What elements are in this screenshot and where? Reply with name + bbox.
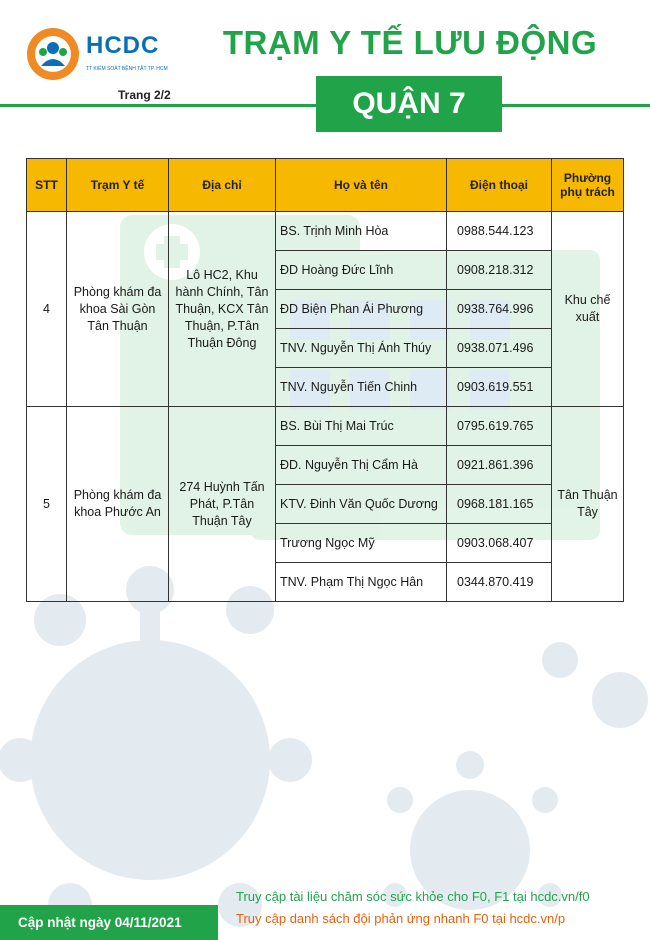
staff-name-cell: ĐD Hoàng Đức Lĩnh (276, 251, 447, 290)
column-header-ward: Phường phụ trách (552, 159, 624, 212)
table-header-row (27, 159, 624, 212)
staff-name-cell: ĐD. Nguyễn Thị Cẩm Hà (276, 446, 447, 485)
staff-name-cell: KTV. Đinh Văn Quốc Dương (276, 485, 447, 524)
hcdc-logo-icon (25, 26, 81, 82)
station-cell: Phòng khám đa khoa Sài Gòn Tân Thuận (67, 212, 169, 407)
virus-decoration-icon (0, 566, 312, 927)
staff-phone-cell: 0968.181.165 (447, 485, 552, 524)
staff-phone-cell: 0921.861.396 (447, 446, 552, 485)
staff-phone-cell: 0938.071.496 (447, 329, 552, 368)
column-header-name: Họ và tên (276, 159, 447, 212)
footer-rapid-response-link[interactable]: Truy cập danh sách đội phản ứng nhanh F0 tại hcdc.vn/p (236, 911, 566, 926)
staff-name-cell: BS. Trịnh Minh Hòa (276, 212, 447, 251)
column-header-station: Trạm Y tế (67, 159, 169, 212)
staff-phone-cell: 0344.870.419 (447, 563, 552, 602)
staff-phone-cell: 0903.619.551 (447, 368, 552, 407)
column-header-stt: STT (27, 159, 67, 212)
page-header (0, 0, 650, 140)
column-header-address: Địa chỉ (169, 159, 276, 212)
logo-subtitle: TT KIỂM SOÁT BỆNH TẬT TP. HCM (86, 66, 168, 72)
staff-name-cell: TNV. Phạm Thị Ngọc Hân (276, 563, 447, 602)
staff-name-cell: ĐD Biện Phan Ái Phương (276, 290, 447, 329)
staff-phone-cell: 0988.544.123 (447, 212, 552, 251)
stt-cell: 5 (27, 407, 67, 602)
staff-name-cell: TNV. Nguyễn Tiến Chinh (276, 368, 447, 407)
staff-phone-cell: 0795.619.765 (447, 407, 552, 446)
update-date-banner: Cập nhật ngày 04/11/2021 (0, 905, 218, 940)
logo-text: HCDC (86, 32, 160, 59)
table-row (27, 407, 624, 446)
virus-decoration-small-icon (383, 642, 648, 910)
table-row (27, 212, 624, 251)
ward-cell: Khu chế xuất (552, 212, 624, 407)
address-cell: 274 Huỳnh Tấn Phát, P.Tân Thuận Tây (169, 407, 276, 602)
column-header-phone: Điện thoại (447, 159, 552, 212)
staff-name-cell: TNV. Nguyễn Thị Ánh Thúy (276, 329, 447, 368)
stt-cell: 4 (27, 212, 67, 407)
staff-phone-cell: 0903.068.407 (447, 524, 552, 563)
page-number: Trang 2/2 (118, 88, 171, 102)
staff-name-cell: BS. Bùi Thị Mai Trúc (276, 407, 447, 446)
medical-station-table (26, 158, 624, 602)
page-title: TRẠM Y TẾ LƯU ĐỘNG (222, 24, 598, 61)
staff-name-cell: Trương Ngọc Mỹ (276, 524, 447, 563)
station-cell: Phòng khám đa khoa Phước An (67, 407, 169, 602)
district-badge: QUẬN 7 (316, 76, 502, 132)
footer-f0-care-link[interactable]: Truy cập tài liệu chăm sóc sức khỏe cho F0, F1 tại hcdc.vn/f0 (236, 889, 590, 904)
address-cell: Lô HC2, Khu hành Chính, Tân Thuận, KCX Tân Thuận, P.Tân Thuận Đông (169, 212, 276, 407)
staff-phone-cell: 0908.218.312 (447, 251, 552, 290)
staff-phone-cell: 0938.764.996 (447, 290, 552, 329)
ward-cell: Tân Thuận Tây (552, 407, 624, 602)
